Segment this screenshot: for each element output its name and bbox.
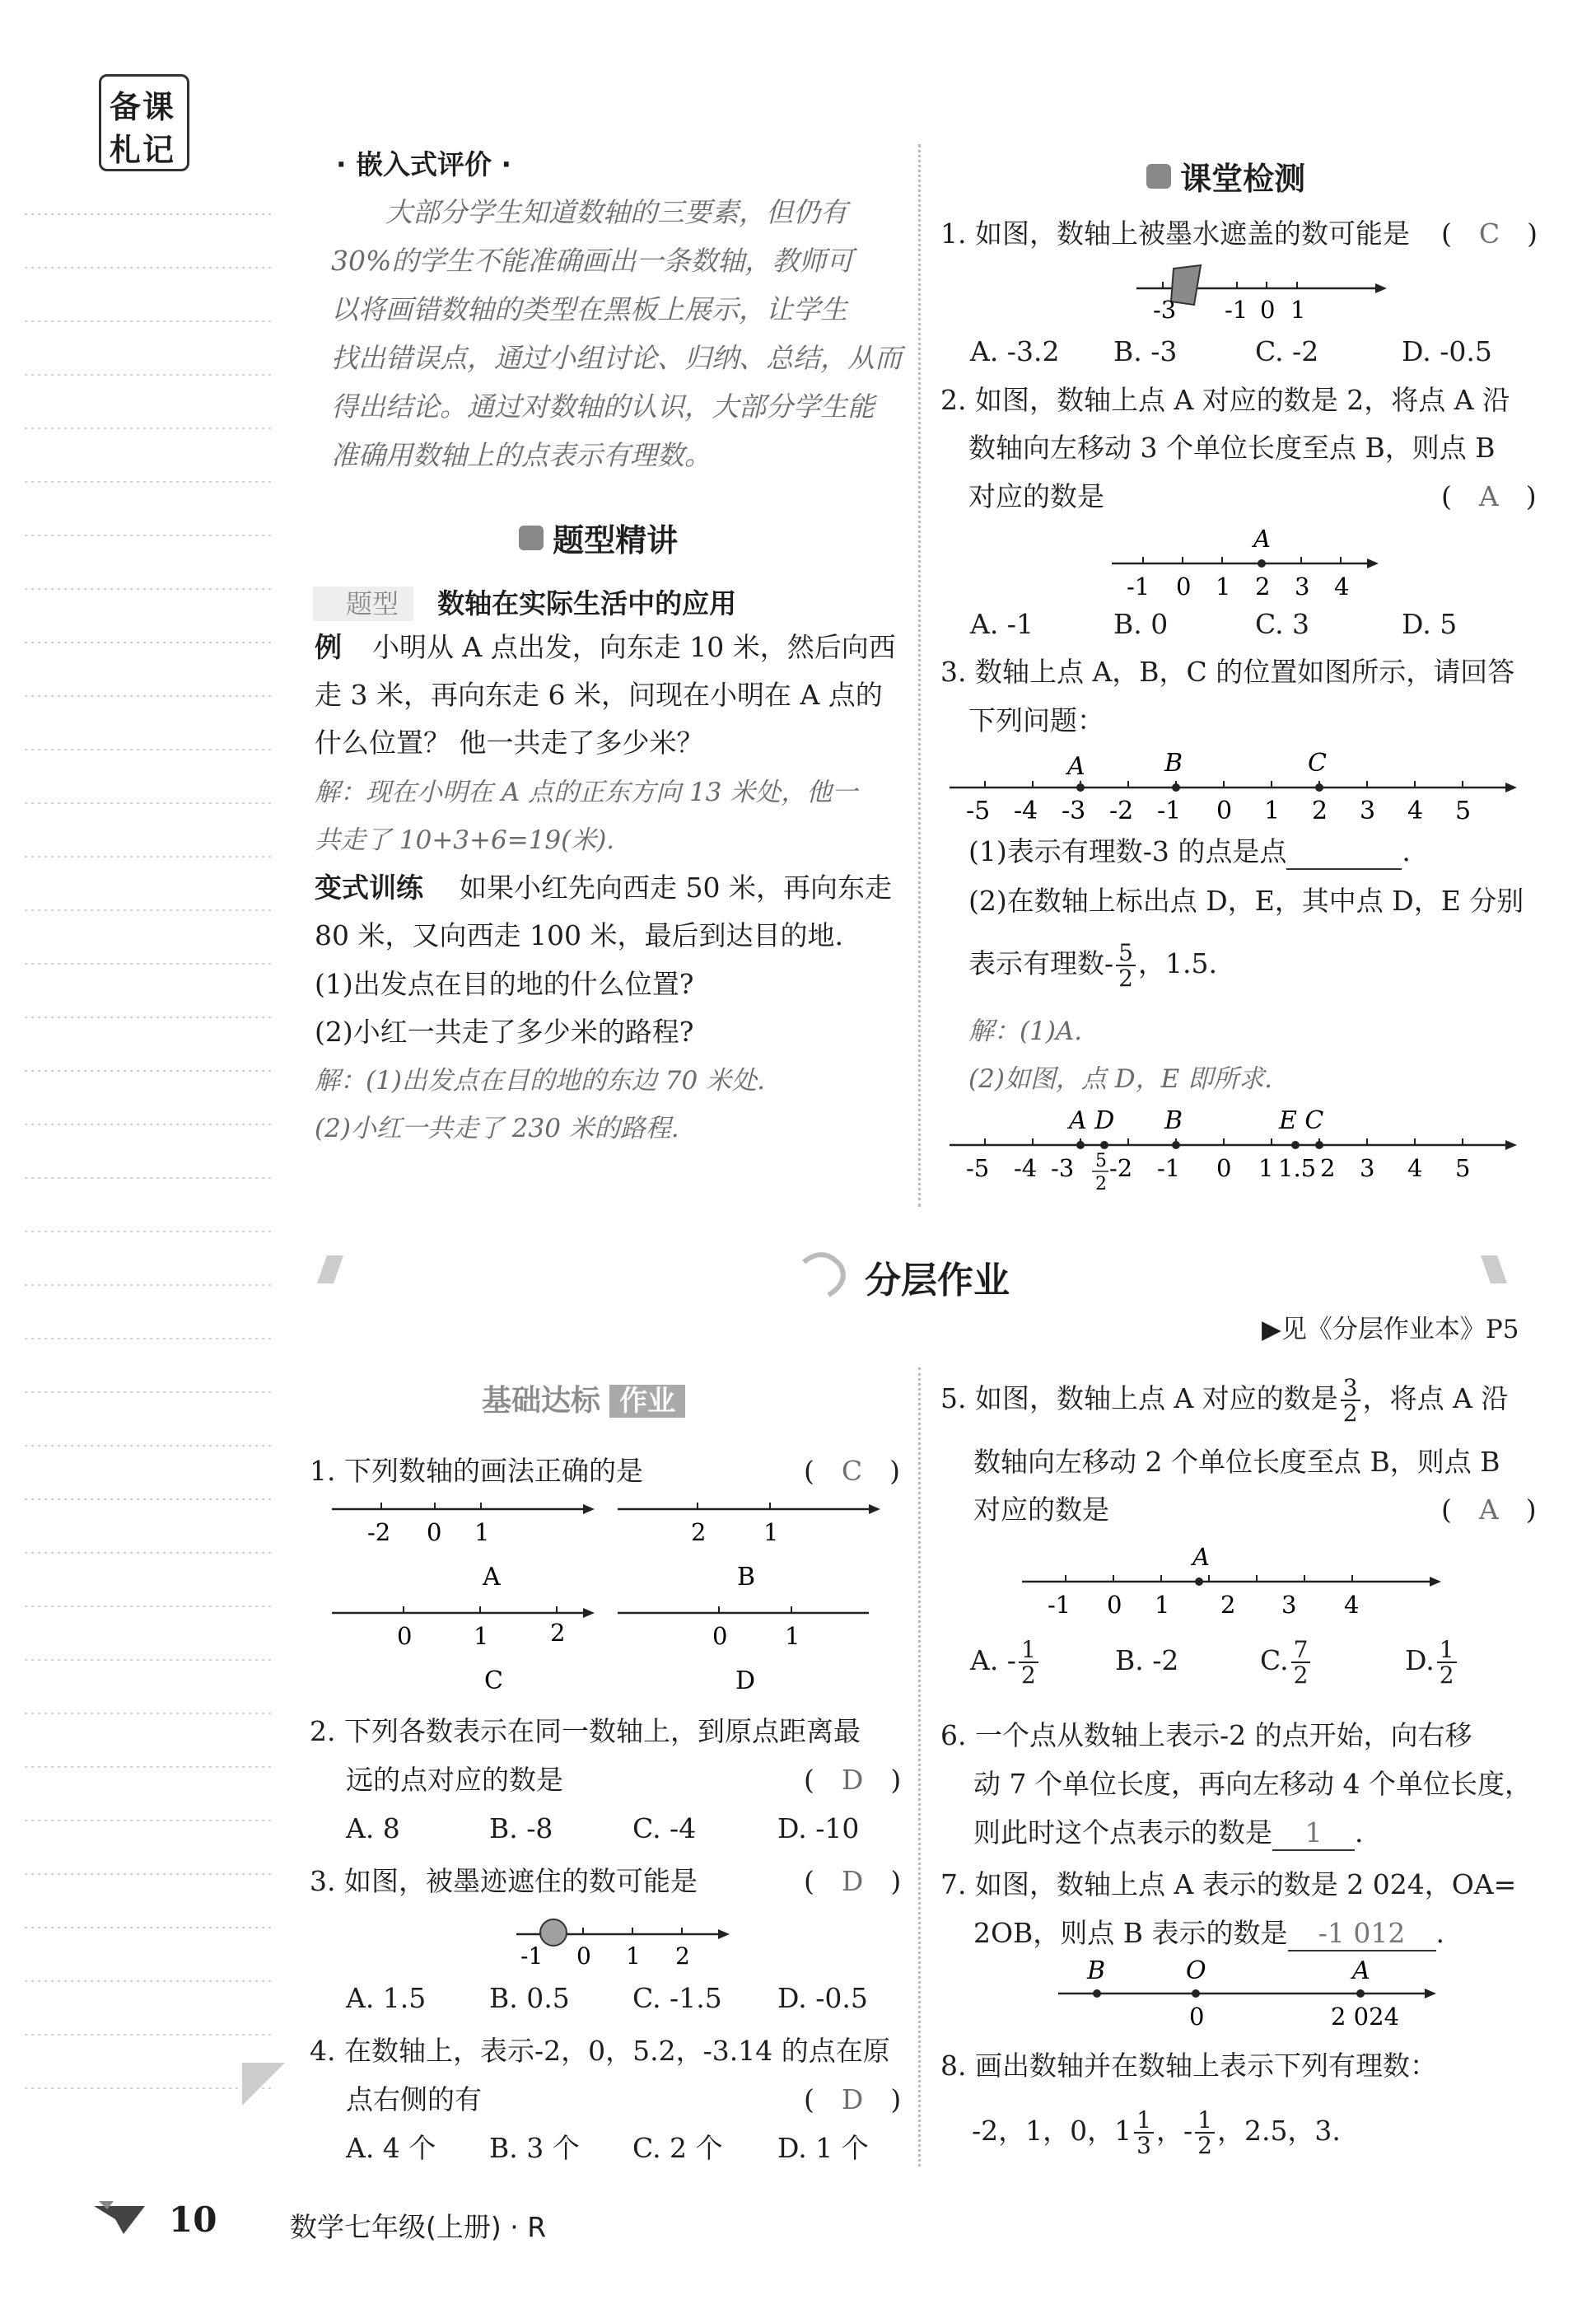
tick-label: 0 [1260,296,1276,324]
margin-note-box [99,74,189,171]
answer-mark: A [1478,1493,1499,1526]
q7-answer-blank: -1 012 [1288,1917,1436,1951]
hw-q1-figure-B [614,1498,885,1596]
hw-q2-line: 2. 下列各数表示在同一数轴上，到原点距离最 [310,1715,861,1747]
variant-question-2: (2)小红一共走了多少米的路程? [315,1016,694,1048]
tick-label: -5 [966,797,991,824]
cc-q1-stem: 1. 如图，数轴上被墨水遮盖的数可能是 [940,217,1410,250]
optA-pre: A. - [970,1644,1016,1676]
point-A-dot [1195,1578,1203,1586]
cc-q1-option: A. -3.2 [970,335,1060,367]
tick-label: 1 [474,1622,489,1650]
example-line: 走 3 米，再向东走 6 米，问现在小明在 A 点的 [315,679,883,711]
tick-label: 0 [427,1518,442,1546]
axis-arrow [1367,559,1379,568]
fraction [1019,1635,1038,1689]
hw-q2-option: A. 8 [346,1812,400,1844]
figure-label: B [737,1563,756,1592]
tick-label: 2 [1220,1591,1236,1619]
tick-label: 0 [1176,573,1192,601]
hw-q8-stem: 8. 画出数轴并在数轴上表示下列有理数： [940,2050,1437,2082]
frac-den: 3 [1136,2132,1151,2159]
embedded-eval-line: 得出结论。通过对数轴的认识，大部分学生能 [331,390,875,423]
fraction [1291,1635,1311,1689]
point-D-dot [1100,1141,1108,1149]
tick-label: 1 [1216,573,1231,601]
basic-label-text: 基础达标 [482,1384,601,1418]
frac-num: 1 [1134,2108,1154,2134]
hw-q3-answer: ( D ) [804,1865,902,1897]
tick-label: 1 [626,1942,641,1969]
example-label: 例 [315,631,342,663]
point-E-dot [1291,1141,1300,1149]
point-label: O [1186,1957,1206,1985]
answer-mark: D [841,2083,864,2115]
tick-label: 4 [1407,797,1424,824]
frac-num: 7 [1291,1638,1311,1663]
frac-num: 1 [1019,1638,1038,1663]
sub2b-post: ，1.5. [1137,947,1217,979]
margin-note-line2: 札记 [110,132,176,168]
hw-q5-stem [940,1372,1508,1426]
hw-q5-answer: ( A ) [1441,1493,1537,1526]
q5-optB: B. -2 [1115,1644,1179,1676]
hw-q7-line2: 2OB，则点 B 表示的数是 -1 012 . [973,1917,1444,1951]
tick-label: 1 [1290,296,1306,324]
cc-q3-answer-number-line [945,1104,1522,1199]
tick-label: 0 [576,1942,591,1969]
example-line: 小明从 A 点出发，向东走 10 米，然后向西 [372,631,896,663]
hw-q3-number-line [512,1911,735,1969]
point-label: B [1087,1957,1106,1985]
figure-label: C [484,1666,503,1695]
basic-label-tag: 作业 [609,1385,685,1418]
book-title: 数学七年级(上册) · R [290,2211,547,2243]
example-line: 什么位置？ 他一共走了多少米？ [315,727,704,759]
point-C-dot [1315,1141,1323,1149]
example-solution-line: 共走了 10+3+6=19(米). [315,825,615,855]
tick-label: 0 [397,1622,413,1650]
fraction [1437,1635,1457,1689]
tick-label: 3 [1360,1154,1375,1182]
variant-line: 80 米，又向西走 100 米，最后到达目的地. [315,919,843,951]
hw-q3-stem: 3. 如图，被墨迹遮住的数可能是 [310,1865,698,1897]
tick-label: -1 [1048,1591,1071,1619]
layered-homework-title: 分层作业 [865,1260,1010,1302]
point-label: E C [1279,1106,1324,1135]
axis-arrow [1505,1140,1517,1150]
optC-pre: C. [1260,1644,1289,1676]
fraction [1341,1373,1360,1427]
q6-answer-blank: 1 [1272,1816,1355,1851]
tick-label: 0 [712,1622,728,1650]
tick-label: -1 [1157,797,1182,824]
q8-post: ，2.5，3. [1216,2115,1341,2147]
hw-q4-line: 点右侧的有 [346,2083,482,2115]
tick-label: -2 [367,1518,391,1546]
column-divider-bottom [918,1367,921,2166]
variant-label: 变式训练 [315,872,423,904]
embedded-eval-line: 准确用数轴上的点表示有理数。 [331,439,712,471]
frac-den: 2 [1342,1400,1358,1427]
tick-label: 2 [675,1942,690,1969]
cc-q3-line: 3. 数轴上点 A，B，C 的位置如图所示，请回答 [940,656,1515,688]
hw-q1-figure-C [328,1601,600,1700]
tick-label: 4 [1344,1591,1360,1619]
q5-optD [1405,1635,1459,1689]
cc-q1-option: B. -3 [1113,335,1178,367]
frac-den: 2 [1197,2132,1212,2159]
tick-label: -3 [1051,1154,1075,1182]
frac-den: 2 [1293,1662,1309,1689]
axis-arrow [1375,283,1387,293]
hw-q5-line: 数轴向左移动 2 个单位长度至点 B，则点 B [973,1446,1500,1478]
point-label: A [1253,527,1271,553]
figure-label: D [735,1666,756,1695]
tick-label: 2 [1255,573,1271,601]
variant-line: 如果小红先向西走 50 米，再向东走 [460,872,892,904]
hw-q3-option: C. -1.5 [632,1982,722,2014]
cc-q1-number-line [1128,264,1392,330]
margin-note-line1: 备课 [110,89,176,125]
tick-label: 5 [1455,1154,1471,1182]
cc-q3-solution2: (2)如图，点 D，E 即所求. [968,1064,1272,1094]
cc-q3-solution1: 解：(1)A. [968,1017,1083,1046]
hw-q1-figure-D [614,1601,885,1700]
frac-num: 5 [1116,941,1136,966]
answer-mark: C [841,1455,863,1487]
point-O-dot [1192,1989,1200,1998]
embedded-eval-line: 以将画错数轴的类型在黑板上展示，让学生 [331,293,847,325]
axis-arrow [583,1608,595,1618]
tick-label: -2 [1109,1154,1133,1182]
tick-label: 2 [1320,1154,1336,1182]
cc-q2-line: 2. 如图，数轴上点 A 对应的数是 2，将点 A 沿 [940,384,1510,416]
tick-label: 4 [1334,573,1350,601]
answer-mark: A [1478,480,1499,512]
hw-q3-option: A. 1.5 [346,1982,427,2014]
basic-level-label [482,1377,685,1419]
optD-pre: D. [1405,1644,1435,1676]
hw-q3-option: D. -0.5 [777,1982,868,2014]
tick-label: -3 [1062,797,1086,824]
tick-label: 1 [1264,797,1281,824]
point-C-dot [1315,783,1323,792]
hw-q1-stem: 1. 下列数轴的画法正确的是 [310,1455,643,1487]
tick-label: 0 [1216,797,1233,824]
figure-label: A [483,1563,501,1592]
notes-lines [25,189,280,2166]
hw-q4-option: A. 4 个 [346,2132,436,2164]
page-number: 10 [169,2199,217,2240]
answer-mark: D [841,1865,864,1897]
section-header-title: 题型精讲 [553,522,679,559]
hw-q4-option: D. 1 个 [777,2132,869,2164]
ink-blot-circle [540,1919,567,1946]
q5-optC [1260,1631,1405,1690]
q5-optA [970,1631,1115,1690]
cc-q3-sub2b [968,935,1217,993]
embedded-eval-line: 大部分学生知道数轴的三要素，但仍有 [385,196,847,228]
point-label: C [1308,749,1327,778]
tick-label: 3 [1360,797,1376,824]
tick-label: -1 [1127,573,1150,601]
section-header-question-type [519,515,678,560]
hw-q3-option: B. 0.5 [489,1982,570,2014]
q6-line3-text: 则此时这个点表示的数是 [973,1816,1272,1849]
homework-reference: ▶见《分层作业本》P5 [1262,1315,1519,1344]
axis-arrow [583,1504,595,1514]
embedded-eval-line: 30%的学生不能准确画出一条数轴，教师可 [331,245,854,277]
cc-q1-option: C. -2 [1255,335,1319,367]
cc-q2-line: 对应的数是 [968,480,1104,512]
cc-q2-option: A. -1 [970,608,1034,640]
tag-title: 数轴在实际生活中的应用 [437,587,737,619]
column-divider-top [918,144,921,1207]
example-solution-line: 解：现在小明在 A 点的正东方向 13 米处，他一 [315,778,858,807]
cc-q2-number-line [1104,527,1384,601]
hw-q2-answer: ( D ) [804,1764,902,1796]
frac-num: 1 [1437,1638,1457,1663]
tick-label: -1 [1157,1154,1181,1182]
answer-mark: C [1478,217,1500,250]
cc-q2-option: C. 3 [1255,608,1310,640]
tick-label: -1 [520,1942,544,1969]
corner-decoration-icon [239,2059,288,2109]
frac-num: 1 [1195,2108,1215,2134]
tick-label: 5 [1455,797,1472,824]
sub1-blank [1286,835,1402,870]
q5-stem-pre: 5. 如图，数轴上点 A 对应的数是 [940,1382,1338,1414]
fraction-label-den: 2 [1095,1174,1107,1194]
point-label: B [1164,1106,1183,1135]
tick-label: 2 [691,1518,707,1546]
q8-mid: ，- [1155,2115,1193,2147]
tick-label: 2 [1312,797,1328,824]
embedded-eval-title: · 嵌入式评价 · [336,148,512,180]
hw-q5-options [970,1631,1459,1690]
axis-arrow [1425,1989,1436,1998]
point-A-dot [1258,559,1266,568]
hw-q8-numbers [972,2099,1341,2163]
axis-arrow [1430,1577,1441,1587]
hw-q4-option: C. 2 个 [632,2132,723,2164]
tick-label: -1 [1225,296,1248,324]
hw-q2-line: 远的点对应的数是 [346,1764,563,1796]
tick-label: 0 [1107,1591,1122,1619]
cc-q2-answer: ( A ) [1441,480,1537,512]
hw-q7-number-line [1054,1957,1449,2031]
hw-q2-option: D. -10 [777,1812,860,1844]
axis-arrow [1505,783,1517,792]
point-label: A [1067,752,1085,781]
tick-label: -4 [1014,1154,1038,1182]
frac-den: 2 [1020,1662,1036,1689]
banner-decoration-left [309,1252,358,1285]
point-label: B [1164,749,1183,778]
hw-q4-answer: ( D ) [804,2083,902,2115]
footer-arrow-icon [91,2198,148,2239]
cc-q3-sub2: (2)在数轴上标出点 D，E，其中点 D，E 分别 [968,885,1524,917]
hw-q5-line: 对应的数是 [973,1493,1109,1526]
q8-pre: -2，1，0，1 [972,2115,1132,2147]
question-type-tag [313,582,736,621]
section-badge-icon [1146,164,1171,189]
point-A-dot [1356,1989,1365,1998]
cc-q3-number-line [945,746,1522,824]
point-A-dot [1076,1141,1085,1149]
banner-decoration-right [1466,1252,1515,1285]
fraction [1116,938,1136,992]
point-A-dot [1076,783,1085,792]
variant-question-1: (1)出发点在目的地的什么位置? [315,968,694,1000]
section-header-classroom-check [1146,153,1305,199]
cc-q2-line: 数轴向左移动 3 个单位长度至点 B，则点 B [968,432,1496,464]
tick-label: -3 [1153,296,1177,324]
cc-q3-sub1: (1)表示有理数-3 的点是点 . [968,835,1411,870]
axis-arrow [869,1504,880,1514]
section-header-title: 课堂检测 [1180,161,1306,197]
sub2b-pre: 表示有理数- [968,947,1114,979]
hw-q6-line: 6. 一个点从数轴上表示-2 的点开始，向右移 [940,1719,1472,1751]
section-badge-icon [519,526,544,550]
tick-label: 2 024 [1331,2003,1400,2031]
tick-label: 1.5 [1278,1154,1317,1182]
tick-label: -2 [1109,797,1134,824]
tick-label: 2 [550,1619,566,1647]
point-B-dot [1093,1989,1101,1998]
q5-stem-post: ，将点 A 沿 [1362,1382,1509,1414]
hw-q2-option: B. -8 [489,1812,553,1844]
tick-label: 1 [785,1622,800,1650]
q7-line2-text: 2OB，则点 B 表示的数是 [973,1917,1288,1949]
tick-label: 1 [1258,1154,1274,1182]
fraction-label-num: 5 [1095,1151,1107,1171]
hw-q4-line: 4. 在数轴上，表示-2，0，5.2，-3.14 的点在原 [310,2035,890,2067]
tick-label: 1 [763,1518,779,1546]
hw-q2-option: C. -4 [632,1812,697,1844]
axis-arrow [718,1929,730,1939]
point-label: A [1352,1957,1370,1985]
embedded-eval-line: 找出错误点，通过小组讨论、归纳、总结，从而 [331,342,902,374]
hw-q1-figure-A [328,1498,600,1596]
frac-num: 3 [1341,1376,1360,1401]
tick-label: 0 [1216,1154,1232,1182]
point-label: A [1192,1543,1210,1571]
tick-label: 0 [1189,2003,1205,2031]
tick-label: 4 [1407,1154,1423,1182]
hw-q6-line: 动 7 个单位长度，再向左移动 4 个单位长度， [973,1768,1532,1800]
fraction [1134,2108,1154,2158]
tick-label: 3 [1295,573,1310,601]
point-B-dot [1172,783,1180,792]
cc-q2-option: B. 0 [1113,608,1169,640]
hw-q7-line1: 7. 如图，数轴上点 A 表示的数是 2 024，OA= [940,1868,1517,1900]
hw-q6-line3: 则此时这个点表示的数是 1 . [973,1816,1364,1851]
cc-q1-option: D. -0.5 [1402,335,1492,367]
tag-label: 题型 [313,587,413,621]
sub1-text: (1)表示有理数-3 的点是点 [968,835,1287,867]
tick-label: -4 [1014,797,1038,824]
tick-label: 3 [1281,1591,1297,1619]
hw-q4-option: B. 3 个 [489,2132,580,2164]
banner-swirl-icon [796,1246,853,1303]
point-label: A D [1069,1106,1115,1135]
variant-solution-line: 解：(1)出发点在目的地的东边 70 米处. [315,1066,765,1096]
cc-q2-option: D. 5 [1402,608,1458,640]
frac-den: 2 [1118,965,1133,992]
variant-solution-line: (2)小红一共走了 230 米的路程. [315,1114,679,1143]
point-B-dot [1172,1141,1180,1149]
tick-label: -5 [966,1154,990,1182]
hw-q1-answer: ( C ) [804,1455,900,1487]
tick-label: 1 [474,1518,490,1546]
fraction [1195,2108,1215,2158]
cc-q3-line: 下列问题： [968,704,1104,736]
answer-mark: D [841,1764,864,1796]
hw-q5-number-line [1018,1542,1446,1620]
frac-den: 2 [1439,1662,1454,1689]
cc-q1-answer: ( C ) [1441,217,1538,250]
tick-label: 1 [1155,1591,1170,1619]
